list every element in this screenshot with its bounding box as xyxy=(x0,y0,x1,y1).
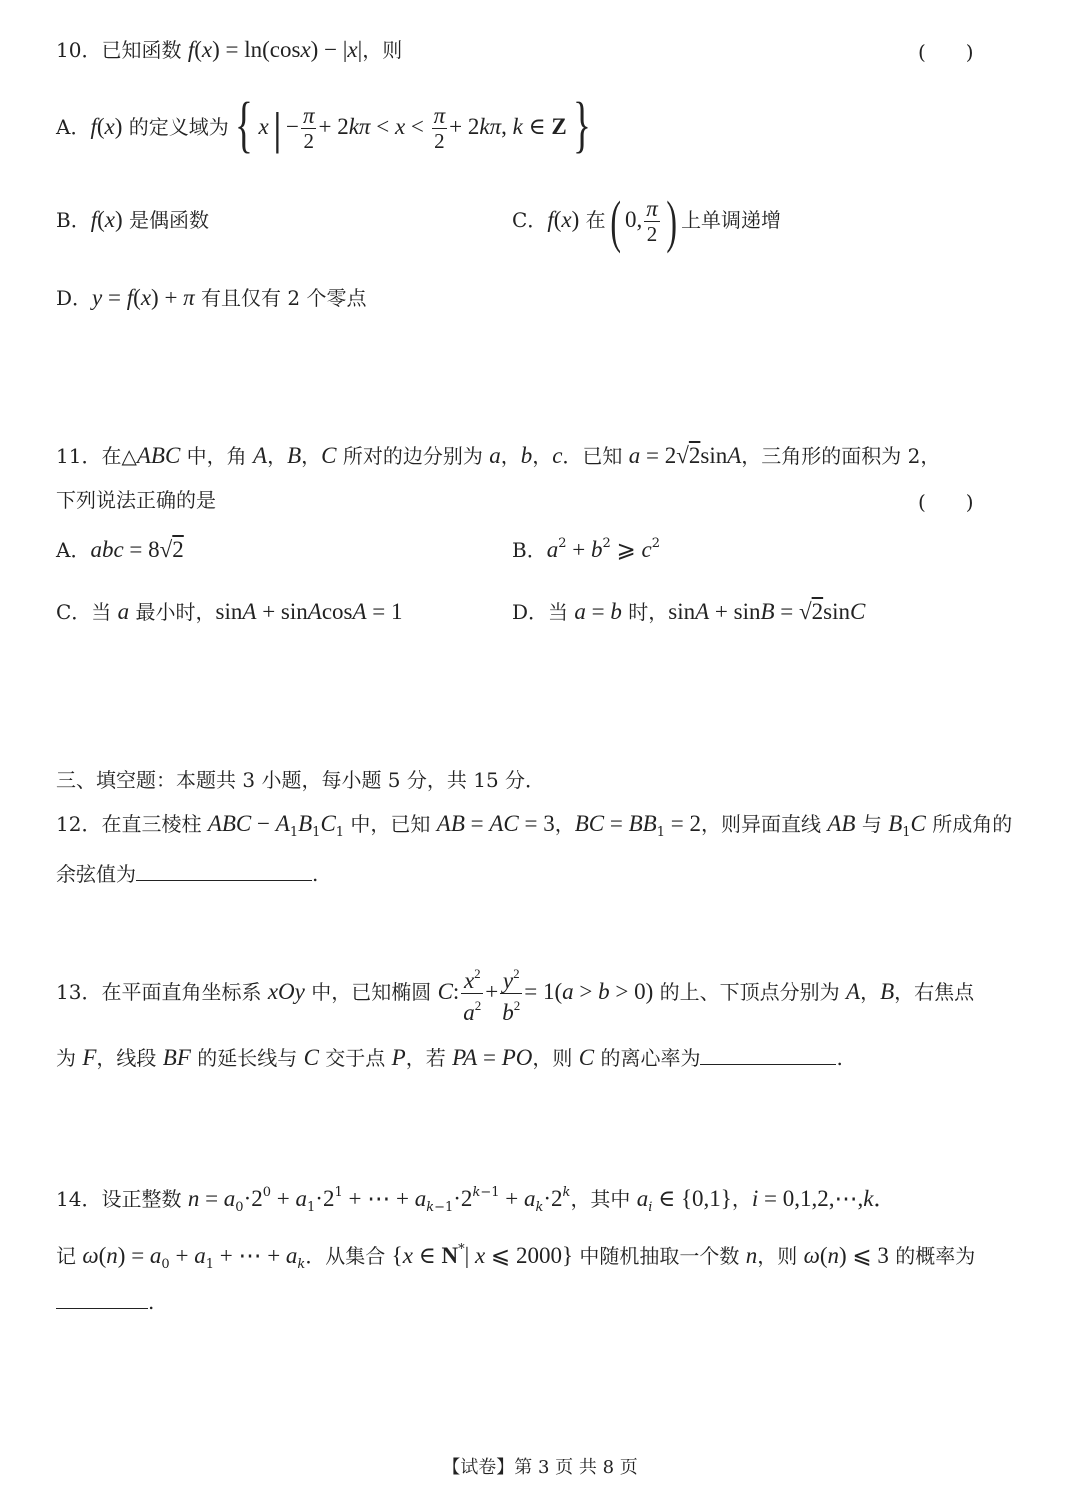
section-3-heading: 三、填空题：本题共 3 小题，每小题 5 分，共 15 分． xyxy=(56,768,546,792)
q12-answer-blank[interactable] xyxy=(136,862,312,881)
q11-option-d: D．当 a = b 时，sinA + sinB = √2sinC xyxy=(512,599,866,624)
q11-option-c: C．当 a 最小时，sinA + sinAcosA = 1 xyxy=(56,599,403,624)
q11-option-a: A．abc = 8√2 xyxy=(56,537,184,562)
q11-answer-paren: ( ) xyxy=(918,490,974,514)
q14-line2: 记 $\omega(n) = a_0 + a_1$ + ⋯ + $a_k$．从集合 {x ∈ N*| x ⩽ 2000} 中随机抽取一个数 n，则 ω(n) ⩽ 3 的概率为 xyxy=(56,1242,976,1272)
q10-stem: 10．已知函数 f(x) = ln(cosx) − |x|，则 xyxy=(56,37,403,62)
q14-line1: 14．设正整数 $n = a_0\cdot 2^0 + a_1\cdot 2^1$ + ⋯ + $a_{k-1}\cdot 2^{k-1} + a_k\cdot 2^k$，其中 $a_i$ ∈ {0,1}，i = 0,1,2,⋯,k． xyxy=(56,1185,897,1215)
q14-answer-blank[interactable] xyxy=(56,1290,148,1309)
q12-line2: 余弦值为 . xyxy=(56,862,319,886)
q11-option-b: B．$a^2 + b^2$ ⩾ $c^2$ xyxy=(512,536,661,562)
q10-option-b: B．f(x) 是偶函数 xyxy=(56,207,210,232)
q10-option-a: A．f(x) 的定义域为{ x| − $\frac{\pi}{2}$ + 2kπ < x < $\frac{\pi}{2}$ + 2kπ, k ∈ Z} xyxy=(56,91,591,159)
q13-line1: 13．在平面直角坐标系 xOy 中，已知椭圆 C: $\frac{x^2}{a^2}$ + $\frac{y^2}{b^2}$ = 1(a > b > 0) 的上、下顶点分别为 A，B，右焦点 xyxy=(56,962,974,1025)
q13-answer-blank[interactable] xyxy=(700,1046,836,1065)
q13-line2: 为 F，线段 BF 的延长线与 C 交于点 P，若 PA = PO，则 C 的离心率为 . xyxy=(56,1045,843,1070)
q10-option-d: D．y = f(x) + π 有且仅有 2 个零点 xyxy=(56,285,367,310)
q12-line1: 12．在直三棱柱 ABC − $A_1B_1C_1$ 中，已知 AB = AC = 3，BC = $BB_1 = 2$，则异面直线 AB 与 $B_1C$ 所成角的 xyxy=(56,811,1013,840)
q11-stem-line1: 11．在△ABC 中，角 A，B，C 所对的边分别为 a，b，c．已知 a = 2√2sinA，三角形的面积为 2， xyxy=(56,443,941,468)
q10-answer-paren: ( ) xyxy=(918,40,974,64)
q11-stem-line2: 下列说法正确的是 xyxy=(56,488,216,512)
page-footer: 【试卷】第 3 页 共 8 页 xyxy=(442,1457,638,1478)
q14-line3: . xyxy=(56,1290,154,1314)
q10-option-c: C．f(x) 在( 0, $\frac{\pi}{2}$ ) 上单调递增 xyxy=(512,189,782,254)
